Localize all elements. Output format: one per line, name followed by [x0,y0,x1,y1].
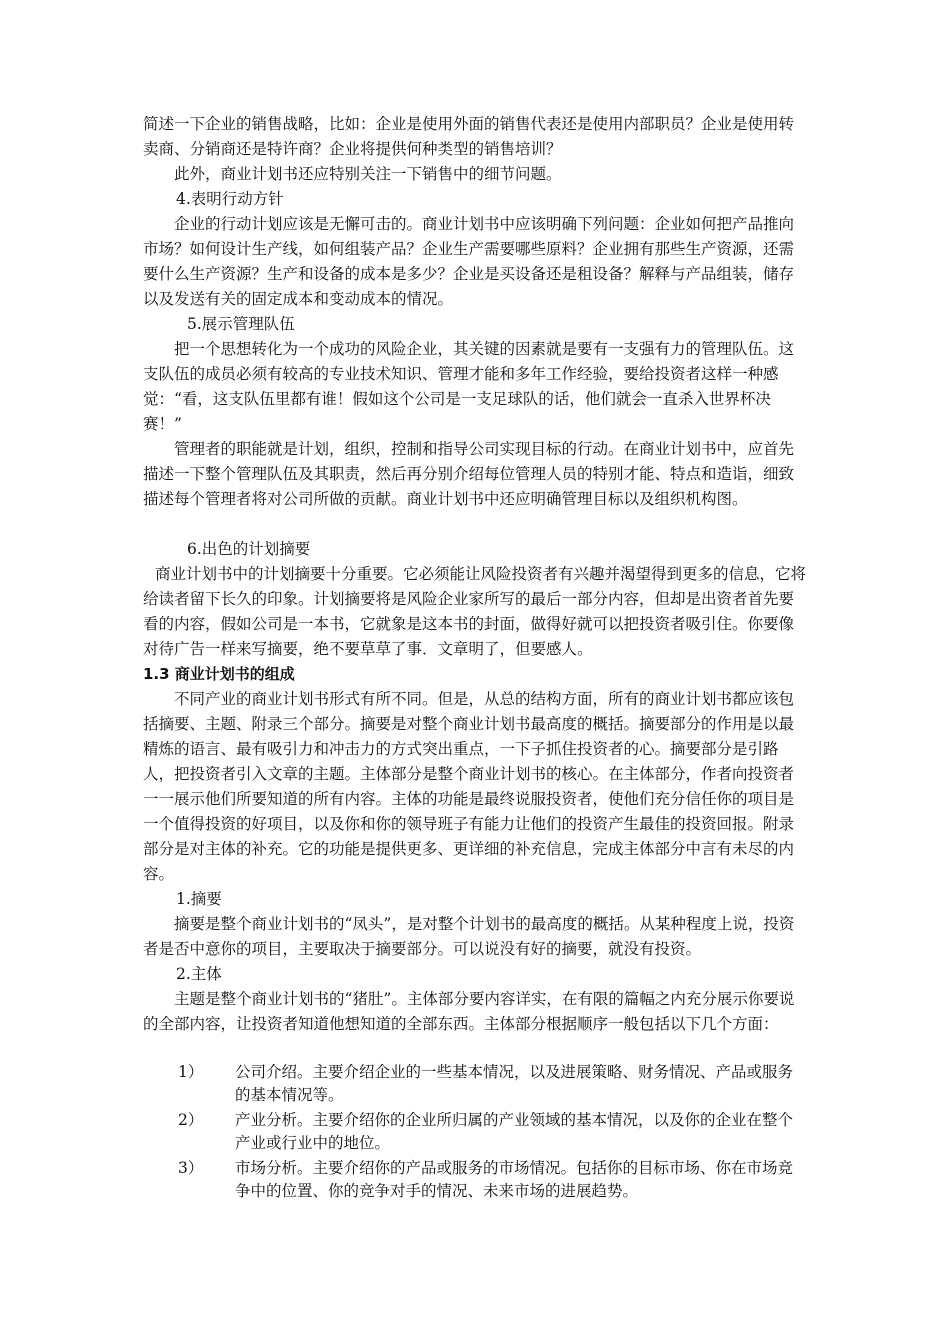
heading-main-body: 2.主体 [176,965,222,983]
list-item-text: 市场分析。主要介绍你的产品或服务的市场情况。包括你的目标市场、你在市场竞争中的位置、你的竞争对手的情况、未来市场的进展趋势。 [235,1159,794,1200]
list-item-number: 3） [178,1159,204,1177]
heading-summary: 1.摘要 [176,890,222,908]
paragraph-summary: 摘要是整个商业计划书的“凤头”，是对整个计划书的最高度的概括。从某种程度上说，投资者是否中意你的项目，主要取决于摘要部分。可以说没有好的摘要，就没有投资。 [143,915,795,958]
list-item-number: 2） [178,1111,204,1129]
paragraph-main-body: 主题是整个商业计划书的“猪肚”。主体部分要内容详实，在有限的篇幅之内充分展示你要说的全部内容，让投资者知道他想知道的全部东西。主体部分根据顺序一般包括以下几个方面： [143,990,795,1033]
list-item-text: 公司介绍。主要介绍企业的一些基本情况，以及进展策略、财务情况、产品或服务的基本情况等。 [235,1063,794,1104]
heading-executive-summary: 6.出色的计划摘要 [187,540,311,558]
heading-action-plan: 4.表明行动方针 [176,190,284,208]
section-title: 1.3 商业计划书的组成 [143,665,295,683]
paragraph-executive-summary: 商业计划书中的计划摘要十分重要。它必须能让风险投资者有兴趣并渴望得到更多的信息，它将给读者留下长久的印象。计划摘要将是风险企业家所写的最后一部分内容，但却是出资者首先要看的内容，假如公司是一本书，它就象是这本书的封面，做得好就可以把投资者吸引住。你要像对待广告一样来写摘要，绝不要草草了事．文章明了，但要感人。 [143,565,807,658]
list-item-text: 产业分析。主要介绍你的企业所归属的产业领域的基本情况，以及你的企业在整个产业或行业中的地位。 [235,1111,794,1152]
paragraph-sales-details: 此外，商业计划书还应特别关注一下销售中的细节问题。 [174,165,562,183]
paragraph-action-plan: 企业的行动计划应该是无懈可击的。商业计划书中应该明确下列问题：企业如何把产品推向市场？如何设计生产线，如何组装产品？企业生产需要哪些原料？企业拥有那些生产资源，还需要什么生产资源？生产和设备的成本是多少？企业是买设备还是租设备？解释与产品组装，储存以及发送有关的固定成本和变动成本的情况。 [143,215,795,308]
paragraph-management-team: 把一个思想转化为一个成功的风险企业，其关键的因素就是要有一支强有力的管理队伍。这支队伍的成员必须有较高的专业技术知识、管理才能和多年工作经验，要给投资者这样一种感觉：“看，这支队伍里都有谁！假如这个公司是一支足球队的话，他们就会一直杀入世界杯决赛！” [143,340,795,433]
paragraph-manager-duties: 管理者的职能就是计划，组织，控制和指导公司实现目标的行动。在商业计划书中，应首先描述一下整个管理队伍及其职责，然后再分别介绍每位管理人员的特别才能、特点和造诣，细致描述每个管理者将对公司所做的贡献。商业计划书中还应明确管理目标以及组织机构图。 [143,440,795,508]
heading-management-team: 5.展示管理队伍 [187,315,295,333]
paragraph-plan-structure: 不同产业的商业计划书形式有所不同。但是，从总的结构方面，所有的商业计划书都应该包括摘要、主题、附录三个部分。摘要是对整个商业计划书最高度的概括。摘要部分的作用是以最精炼的语言、最有吸引力和冲击力的方式突出重点，一下子抓住投资者的心。摘要部分是引路人，把投资者引入文章的主题。主体部分是整个商业计划书的核心。在主体部分，作者向投资者一一展示他们所要知道的所有内容。主体的功能是最终说服投资者，使他们充分信任你的项目是一个值得投资的好项目，以及你和你的领导班子有能力让他们的投资产生最佳的投资回报。附录部分是对主体的补充。它的功能是提供更多、更详细的补充信息，完成主体部分中言有未尽的内容。 [143,690,795,883]
paragraph-sales-strategy: 简述一下企业的销售战略，比如：企业是使用外面的销售代表还是使用内部职员？企业是使用转卖商、分销商还是特许商？企业将提供何种类型的销售培训？ [143,115,795,158]
list-item-number: 1） [178,1063,204,1081]
